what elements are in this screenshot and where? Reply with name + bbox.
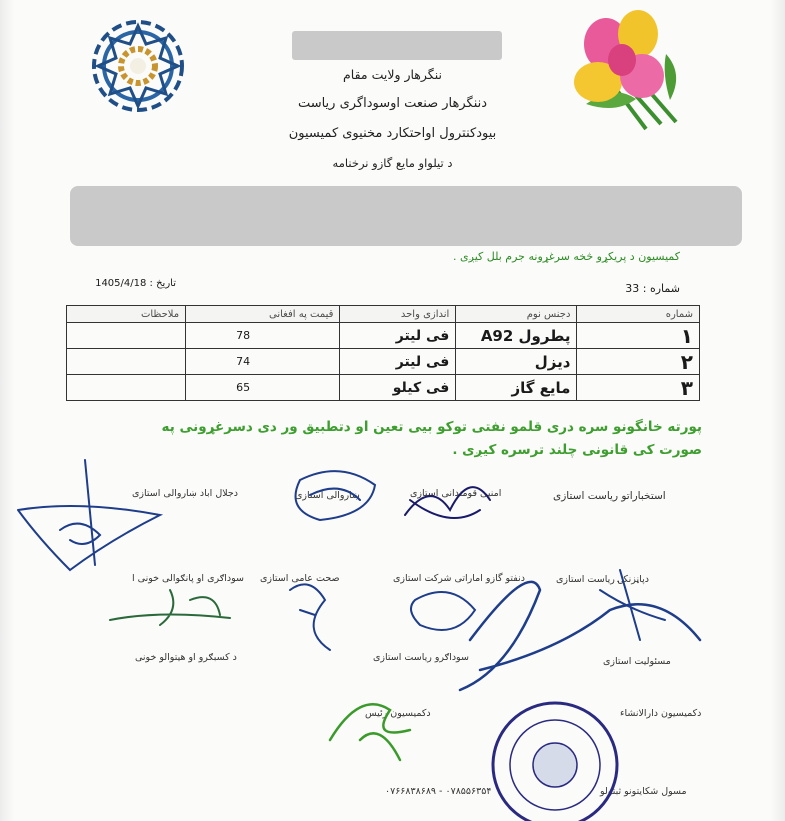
signature-traders-icon bbox=[110, 590, 230, 625]
signature-mayor-icon bbox=[296, 471, 376, 520]
document-number bbox=[560, 282, 680, 295]
document-date bbox=[56, 278, 176, 289]
row-note bbox=[67, 349, 186, 375]
row-note bbox=[67, 375, 186, 401]
number-value: 33 bbox=[625, 282, 640, 295]
header-notes: ملاحظات bbox=[67, 306, 186, 323]
sig-trade-directorate: سوداګرو ریاست استازی bbox=[373, 652, 469, 663]
sig-commission-member: مسئولیت استازی bbox=[603, 656, 671, 667]
sig-workers: د کسبګرو او هیتوالو خونی bbox=[135, 652, 237, 663]
row-item: دیزل bbox=[456, 349, 577, 375]
date-label: تاریخ : bbox=[149, 278, 176, 289]
redacted-header bbox=[292, 31, 502, 60]
sig-commission-chair: دکمیسیون رئیس bbox=[365, 708, 431, 719]
row-item: پطرول A92 bbox=[456, 323, 577, 349]
row-number: ۱ bbox=[577, 323, 700, 349]
document-title: د تیلواو مایع گازو نرخنامه bbox=[332, 156, 453, 170]
signature-jalalabad-icon bbox=[18, 460, 160, 570]
sig-commission-secretary: دکمیسیون دارالانشاء bbox=[620, 708, 702, 719]
sig-traders: سوداګری او پانګوالی خونی ا bbox=[132, 573, 245, 584]
signature-trade-directorate-icon bbox=[460, 582, 700, 690]
sig-police: امنیی قومندانی استازی bbox=[410, 488, 502, 499]
header-number: شماره bbox=[577, 306, 700, 323]
row-number: ۲ bbox=[577, 349, 700, 375]
table-header-row bbox=[67, 306, 700, 323]
sig-gas-office: دنفتو گازو اماراتی شرکت استازی bbox=[393, 573, 525, 584]
decision-line: کمیسیون د پریکړو څخه سرغړونه جرم بلل کیږی . bbox=[453, 250, 680, 263]
signature-gas-office-icon bbox=[411, 592, 475, 630]
sig-health: دپاڼزنکۍ ریاست استازی bbox=[556, 574, 649, 585]
table-row bbox=[67, 375, 700, 401]
header-unit: اندازی واحد bbox=[340, 306, 456, 323]
sig-public-health: صحت عامی استازی bbox=[260, 573, 340, 584]
redacted-block bbox=[70, 186, 742, 246]
signatures-layer bbox=[0, 440, 785, 821]
price-table bbox=[66, 305, 700, 401]
row-note bbox=[67, 323, 186, 349]
row-unit: فی لیتر bbox=[340, 323, 456, 349]
official-stamp-icon bbox=[493, 703, 617, 821]
row-item: مایع گاز bbox=[456, 375, 577, 401]
row-unit: فی کیلو bbox=[340, 375, 456, 401]
row-price: 65 bbox=[186, 375, 340, 401]
instruction-line-2: صورت کی قانونی چلند ترسره کیږی . bbox=[452, 442, 702, 458]
instruction-line-1: پورته خانگونو سره دری قلمو نفتی توکو بیی تعین او دتطبیق ور دی دسرغړونی په bbox=[161, 419, 702, 435]
row-price: 74 bbox=[186, 349, 340, 375]
province-title: ننگرهار ولایت مقام bbox=[343, 67, 442, 82]
table-row bbox=[67, 349, 700, 375]
sig-mayor: ښاروالی استازی bbox=[295, 490, 360, 501]
table-row bbox=[67, 323, 700, 349]
directorate-title: دننگرهار صنعت اوسوداگری ریاست bbox=[297, 96, 488, 111]
sig-jalalabad: دجلال اباد ښاروالی استازی bbox=[132, 488, 239, 499]
signature-police-icon bbox=[405, 487, 490, 518]
header-price: قیمت په افغانی bbox=[186, 306, 340, 323]
row-number: ۳ bbox=[577, 375, 700, 401]
row-price: 78 bbox=[186, 323, 340, 349]
row-unit: فی لیتر bbox=[340, 349, 456, 375]
header-item: دجنس نوم bbox=[456, 306, 577, 323]
number-label: شماره : bbox=[642, 282, 680, 295]
phone-number: ۰۷۶۶۸۳۸۶۸۹ - ۰۷۸۵۵۶۳۵۴ bbox=[385, 786, 492, 797]
date-value: 1405/4/18 bbox=[95, 278, 147, 289]
sig-intelligence: استخباراتو ریاست استازی bbox=[553, 490, 666, 502]
signature-public-health-icon bbox=[290, 584, 330, 650]
sig-responsible: مسول شکایتونو ثبتولو bbox=[600, 786, 687, 797]
commission-title: بیودکنترول اواحتکارد مخنیوی کمیسیون bbox=[288, 126, 497, 141]
signature-commission-chair-icon bbox=[330, 704, 410, 760]
